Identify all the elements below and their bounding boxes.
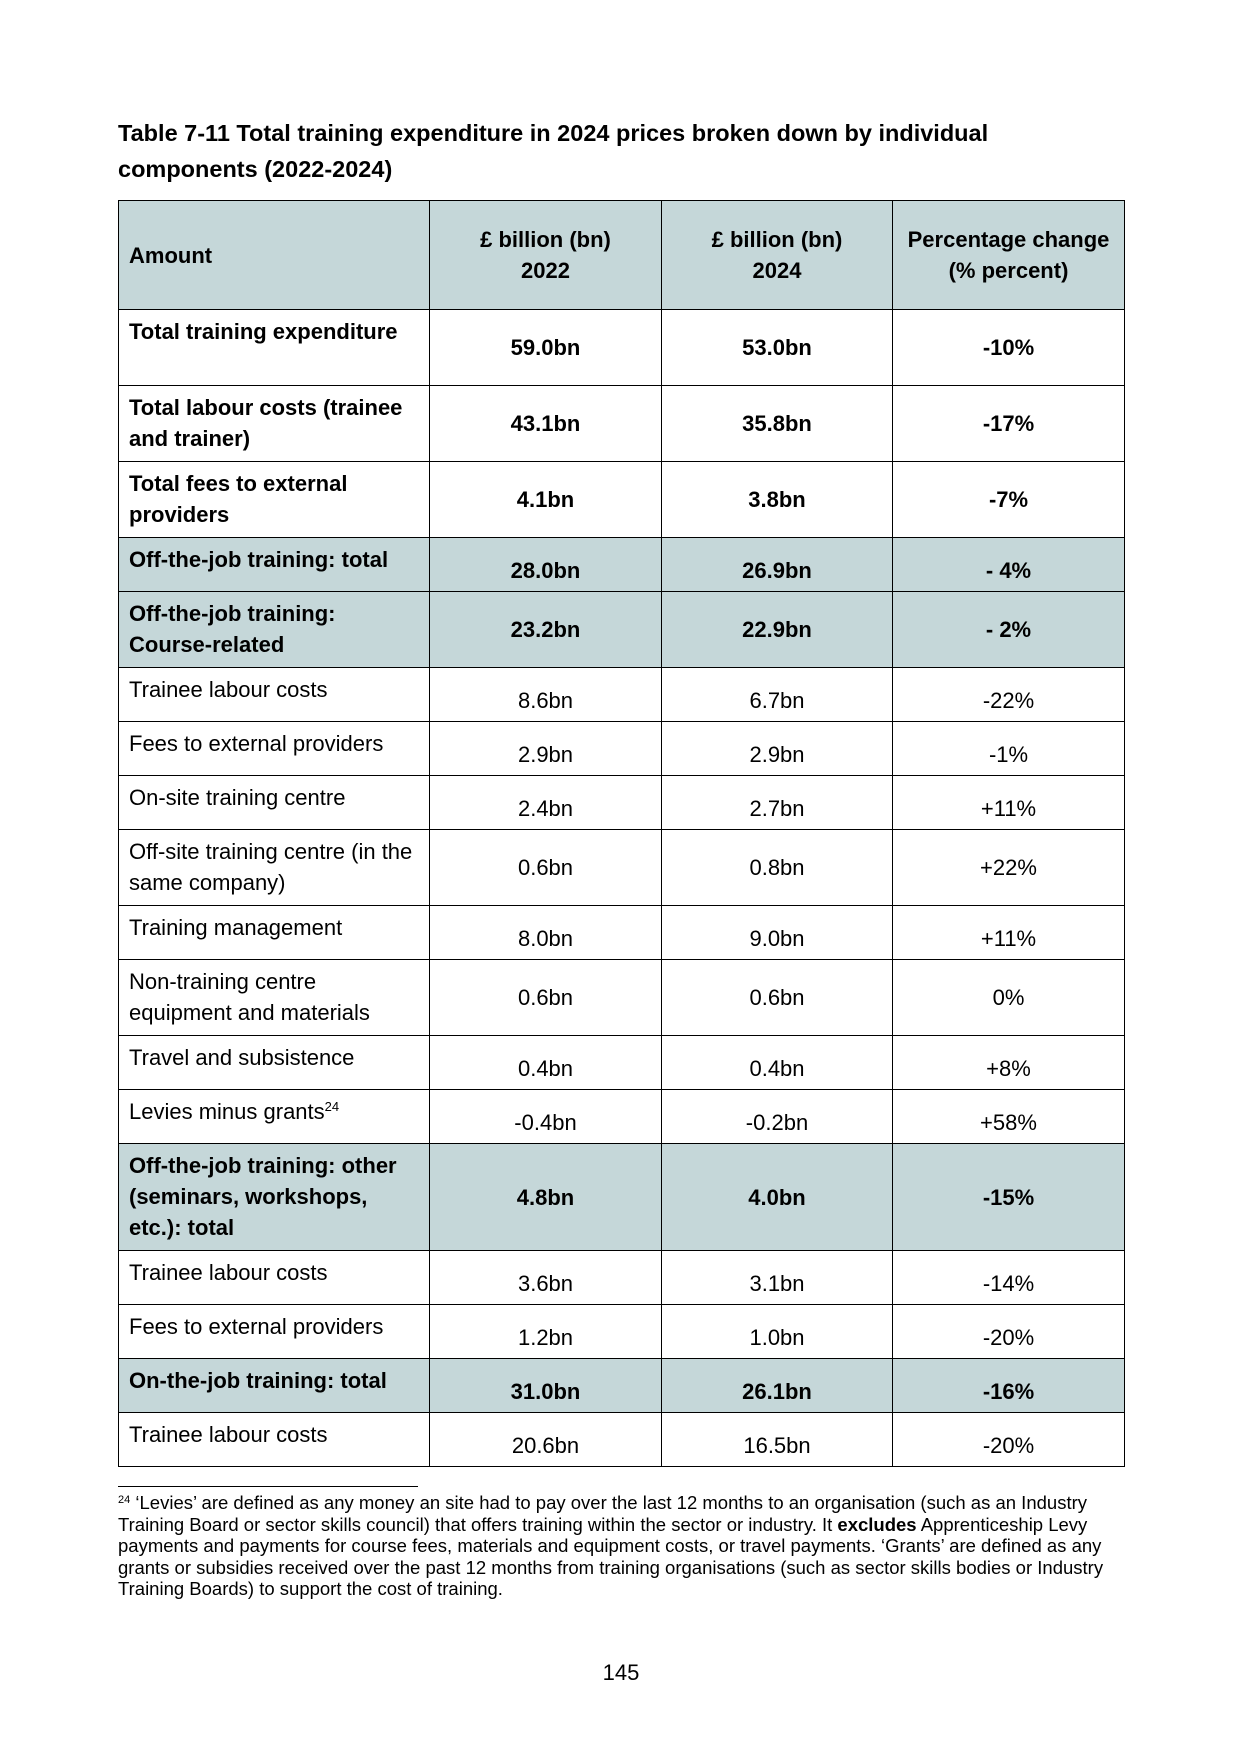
row-label: Off-site training centre (in the same company)	[119, 830, 430, 906]
row-label-levies	[119, 1090, 430, 1144]
value-2024: 2.9bn	[662, 722, 893, 776]
value-2024: 3.8bn	[662, 462, 893, 538]
value-2024: 3.1bn	[662, 1251, 893, 1305]
percentage-change: +11%	[893, 906, 1125, 960]
header-change-title: Percentage change	[907, 227, 1110, 252]
table-row	[119, 1413, 1125, 1467]
row-label: Off-the-job training: other (seminars, workshops, etc.): total	[119, 1144, 430, 1251]
table-row	[119, 538, 1125, 592]
table-row	[119, 1251, 1125, 1305]
value-2022: 31.0bn	[430, 1359, 662, 1413]
table-row	[119, 776, 1125, 830]
header-2024-year: 2024	[752, 258, 802, 283]
percentage-change: - 4%	[893, 538, 1125, 592]
value-2024: 16.5bn	[662, 1413, 893, 1467]
percentage-change: +22%	[893, 830, 1125, 906]
footnote-divider	[118, 1486, 418, 1487]
header-2022-unit: £ billion (bn)	[480, 227, 611, 252]
value-2022: 1.2bn	[430, 1305, 662, 1359]
value-2022: 4.8bn	[430, 1144, 662, 1251]
table-header-row	[119, 201, 1125, 310]
value-2022: 8.6bn	[430, 668, 662, 722]
value-2022: 4.1bn	[430, 462, 662, 538]
table-row	[119, 906, 1125, 960]
row-label: Off-the-job training: total	[119, 538, 430, 592]
table-row	[119, 1090, 1125, 1144]
row-label: On-site training centre	[119, 776, 430, 830]
footnote-reference[interactable]: 24	[324, 1099, 340, 1114]
table-row	[119, 1359, 1125, 1413]
footnote-number: 24	[118, 1494, 131, 1506]
value-2022: 23.2bn	[430, 592, 662, 668]
header-percentage-change	[893, 201, 1125, 310]
footnote	[118, 1492, 1124, 1600]
header-2022	[430, 201, 662, 310]
footnote-text-before: ‘Levies’ are defined as any money an site had to pay over the last 12 months to an organisation (such as an Industry Training Board or sector skills council) that offers training within the sector or industry. It	[118, 1492, 1087, 1535]
value-2022: 28.0bn	[430, 538, 662, 592]
row-label: Fees to external providers	[119, 722, 430, 776]
table-row	[119, 1305, 1125, 1359]
header-2024-unit: £ billion (bn)	[711, 227, 843, 252]
value-2022: 2.4bn	[430, 776, 662, 830]
row-label: Fees to external providers	[119, 1305, 430, 1359]
value-2022: 43.1bn	[430, 386, 662, 462]
row-label: Total labour costs (trainee and trainer)	[119, 386, 430, 462]
row-label: Training management	[119, 906, 430, 960]
value-2022: 59.0bn	[430, 310, 662, 386]
percentage-change: -22%	[893, 668, 1125, 722]
value-2022: 8.0bn	[430, 906, 662, 960]
footnote-emphasis: excludes	[837, 1513, 917, 1535]
row-label: Trainee labour costs	[119, 1413, 430, 1467]
value-2024: 26.9bn	[662, 538, 893, 592]
value-2024: 1.0bn	[662, 1305, 893, 1359]
table-row	[119, 386, 1125, 462]
row-label-text: Levies minus grants	[129, 1099, 325, 1124]
value-2024: 53.0bn	[662, 310, 893, 386]
table-row	[119, 960, 1125, 1036]
header-change-unit: (% percent)	[948, 258, 1069, 283]
row-label: On-the-job training: total	[119, 1359, 430, 1413]
row-label: Non-training centre equipment and materials	[119, 960, 430, 1036]
percentage-change: +58%	[893, 1090, 1125, 1144]
row-label: Trainee labour costs	[119, 1251, 430, 1305]
value-2024: 0.6bn	[662, 960, 893, 1036]
value-2024: 2.7bn	[662, 776, 893, 830]
value-2024: 0.4bn	[662, 1036, 893, 1090]
row-label: Total fees to external providers	[119, 462, 430, 538]
value-2022: 2.9bn	[430, 722, 662, 776]
header-2024	[662, 201, 893, 310]
table-row	[119, 462, 1125, 538]
value-2024: 4.0bn	[662, 1144, 893, 1251]
value-2022: 3.6bn	[430, 1251, 662, 1305]
value-2024: 6.7bn	[662, 668, 893, 722]
percentage-change: -15%	[893, 1144, 1125, 1251]
row-label: Total training expenditure	[119, 310, 430, 386]
footnote-text-after: Apprenticeship Levy payments and payments for course fees, materials and equipment costs, or travel payments. ‘Grants’ are defined as any grants or subsidies received over the past 12 months from training organisations (such as sector skills bodies or Industry Training Boards) to support the cost of training.	[118, 1513, 1104, 1599]
row-label: Travel and subsistence	[119, 1036, 430, 1090]
value-2022: 0.6bn	[430, 830, 662, 906]
percentage-change: -16%	[893, 1359, 1125, 1413]
value-2024: 9.0bn	[662, 906, 893, 960]
value-2024: 26.1bn	[662, 1359, 893, 1413]
table-row	[119, 668, 1125, 722]
value-2024: 22.9bn	[662, 592, 893, 668]
percentage-change: -1%	[893, 722, 1125, 776]
table-row	[119, 830, 1125, 906]
row-label: Trainee labour costs	[119, 668, 430, 722]
table-row	[119, 1036, 1125, 1090]
table-row	[119, 1144, 1125, 1251]
value-2024: 35.8bn	[662, 386, 893, 462]
table-row	[119, 310, 1125, 386]
value-2022: 20.6bn	[430, 1413, 662, 1467]
percentage-change: 0%	[893, 960, 1125, 1036]
table-title: Table 7-11 Total training expenditure in 2024 prices broken down by individual components (2022-2024)	[118, 120, 989, 182]
value-2022: 0.6bn	[430, 960, 662, 1036]
value-2022: 0.4bn	[430, 1036, 662, 1090]
percentage-change: -20%	[893, 1413, 1125, 1467]
page-number: 145	[602, 1660, 640, 1685]
table-row	[119, 722, 1125, 776]
percentage-change: -14%	[893, 1251, 1125, 1305]
value-2024: 0.8bn	[662, 830, 893, 906]
percentage-change: -20%	[893, 1305, 1125, 1359]
percentage-change: +8%	[893, 1036, 1125, 1090]
row-label: Off-the-job training: Course-related	[119, 592, 430, 668]
percentage-change: - 2%	[893, 592, 1125, 668]
table-row	[119, 592, 1125, 668]
expenditure-table	[118, 200, 1125, 1467]
percentage-change: -7%	[893, 462, 1125, 538]
percentage-change: -17%	[893, 386, 1125, 462]
percentage-change: +11%	[893, 776, 1125, 830]
value-2022: -0.4bn	[430, 1090, 662, 1144]
value-2024: -0.2bn	[662, 1090, 893, 1144]
percentage-change: -10%	[893, 310, 1125, 386]
header-2022-year: 2022	[521, 258, 570, 283]
header-amount: Amount	[119, 201, 430, 310]
